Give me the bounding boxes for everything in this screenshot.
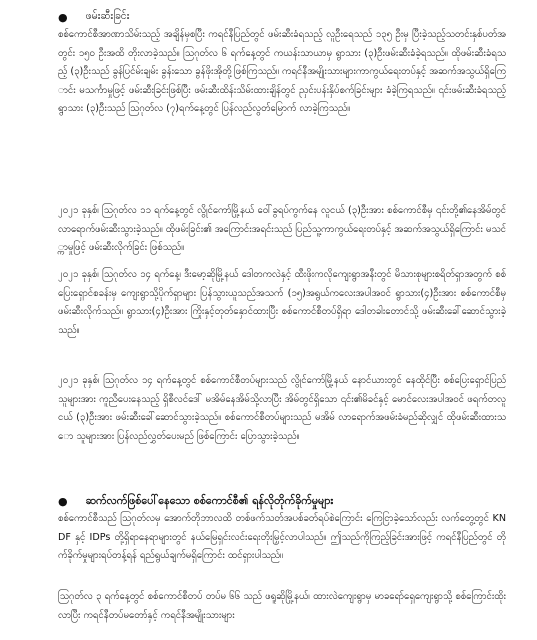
bullet-icon: ●	[58, 10, 68, 24]
paragraph-ceasefire-violations: စစ်ကောင်စီသည် ဩဂုတ်လမှ အောက်တိုဘာလထိ တစ်ဖက်သတ်အပစ်ခတ်ရပ်စဲကြောင်း ကြေငြာခဲ့သော်လည်း လက်တွေ့တွင် KNDF နှင့် IDPs တို့ရှိရာနေရာများတွင် နယ်မြေရှင်းလင်းရေးတိုးမြှင့်လာပါသည်။ ဤသည်ကိုကြည့်ခြင်းအားဖြင့် ကရင်နီပြည်တွင် တိုက်ခိုက်မှုများရပ်တန့်ရန် ရည်ရွယ်ချက်မရှိကြောင်း ထင်ရှားပါသည်။	[58, 513, 506, 562]
paragraph-attack-august-3: ဩဂုတ်လ ၃ ရက်နေ့တွင် စစ်ကောင်စီတပ် တပ်မ ၆၆ သည် ဖရူဆိုမြို့နယ်၊ ထားလဲကျေးရွာမှ မာခရော်ရှေကျေးရွာသို့ စစ်ကြောင်းထိုးလာပြီး ကရင်နီတပ်မတော်နှင့် ကရင်နီအမျိုးသားများ	[58, 591, 506, 621]
section1-heading-row	[58, 10, 129, 25]
section2-heading-row	[58, 494, 333, 510]
section1-heading: ဖမ်းဆီးခြင်း	[85, 10, 130, 22]
paragraph-arrests-loikaw-august-11: ၂၀၂၁ ခုနှစ်၊ ဩဂုတ်လ ၁၁ ရက်နေ့တွင် လွိုင်ကော်မြို့နယ် ဝေါ်ခွရပ်ကွက်နေ လူငယ် (၃)ဦးအား စစ်ကောင်စီမှ ၎င်းတို့၏နေအိမ်တွင် လာရောက်ဖမ်းဆီးသွားခဲ့သည်။ ထိုဖမ်းခြင်း၏ အကြောင်းအရင်းသည် ပြည်သူ့ကာကွယ်ရေးတပ်နှင့် အဆက်အသွယ်ရှိကြောင်း မသင်္ကာမှုဖြင့် ဖမ်းဆီးလိုက်ခြင်း ဖြစ်သည်။	[58, 205, 506, 254]
paragraph-arrests-demoso-august-14: ၂၀၂၁ ခုနှစ်၊ ဩဂုတ်လ ၁၄ ရက်နေ့၊ ဒီးမော့ဆိုမြို့နယ် ဒေါတကလဲနှင့် ထီးဖိုးကလိုကျေးရွာအနီးတွင် မိသားစုများစရိတ်ရှာအတွက် စစ်ပြေးရှောင်စခန်းမှ ကျေးရွာသို့ပိုက်ရှာများ ပြန်သွားယူသည်အသက် (၁၅)အရွယ်ကလေးအပါအဝင် ရွာသား(၄)ဦးအား စစ်ကောင်စီမှ ဖမ်းဆီးလိုက်သည်။ ရွာသား(၄)ဦးအား ကြိုးနှင့်တုတ်နှောင်ထားပြီး စစ်ကောင်စီတပ်ရှိရာ ဒေါတခါးတောင်သို့ ဖမ်းဆီးခေါ်ဆောင်သွားခဲ့သည်။	[58, 269, 506, 336]
paragraph-arrests-loikaw-nawngyar: ၂၀၂၁ ခုနှစ်၊ ဩဂုတ်လ ၁၄ ရက်နေ့တွင် စစ်ကောင်စီတပ်များသည် လွိုင်ကော်မြို့နယ် နောင်ယားတွင် နေထိုင်ပြီး စစ်ပြေးရှောင်ပြည်သူများအား ကူညီပေးနေသည့် ရှိစီလင်ဒေါ် မအိမ်နေအိမ်သို့လာပြီး အိမ်တွင်ရှိသော ၎င်း၏မိခင်နှင့် မောင်လေးအပါအဝင် ဖရက်တလူငယ် (၃)ဦးအား ဖမ်းဆီးခေါ်ဆောင်သွားခဲ့သည်။ စစ်ကောင်စီတပ်များသည် မအိမ် လာရောက်အဖမ်းခံမည်ဆိုလျှင် ထိုဖမ်းဆီးထားသော သူများအား ပြန်လည်လွှတ်ပေးမည် ဖြစ်ကြောင်း ပြောသွားခဲ့သည်။	[58, 375, 506, 442]
paragraph-arrests-kayan-tharyar: စစ်ကောင်စီအာဏာသိမ်းသည့် အချိန်မှစပြီး ကရင်နီပြည်တွင် ဖမ်းဆီးခံရသည့် လူဦးရေသည် ၁၃၅ ဦးမှ ပြီးခဲ့သည့်သတင်းနှစ်ပတ်အတွင်း ၁၅၀ ဦးအထိ တိုးလာခဲ့သည်။ ဩဂုတ်လ ၆ ရက်နေ့တွင် ကယန်းသာယာမှ ရွာသား (၃)ဦးဖမ်းဆီးခံခဲ့ရသည်။ ထိုဖမ်းဆီးခံရသည့် (၃)ဦးသည် ခွန်ပြင်မ်းချမ်း ခွန်းသော ခွန်ဖိုးအိုတို့ဖြစ်ကြသည်။ ကရင်နီအမျိုးသားများကာကွယ်ရေးတပ်နှင့် အဆက်အသွယ်ရှိကြောင်း မသင်္ကာမှုဖြင့် ဖမ်းဆီးခြင်းဖြစ်ပြီး ဖမ်းဆီးထိန်းသိမ်းထားချိန်တွင် ညှင်းပန်းနှိပ်စက်ခြင်းများ ခံခဲ့ကြရသည်။ ၎င်းဖမ်းဆီးခံရသည့် ရွာသား (၃)ဦးသည် ဩဂုတ်လ (၇)ရက်နေ့တွင် ပြန်လည်လွတ်မြောက် လာခဲ့ကြသည်။	[58, 29, 506, 115]
section2-heading: ဆက်လက်ဖြစ်ပေါ်နေသော စစ်ကောင်စီ၏ ရန်လိုတိုက်ခိုက်မှုများ	[85, 494, 334, 507]
bullet-icon: ●	[58, 495, 68, 508]
